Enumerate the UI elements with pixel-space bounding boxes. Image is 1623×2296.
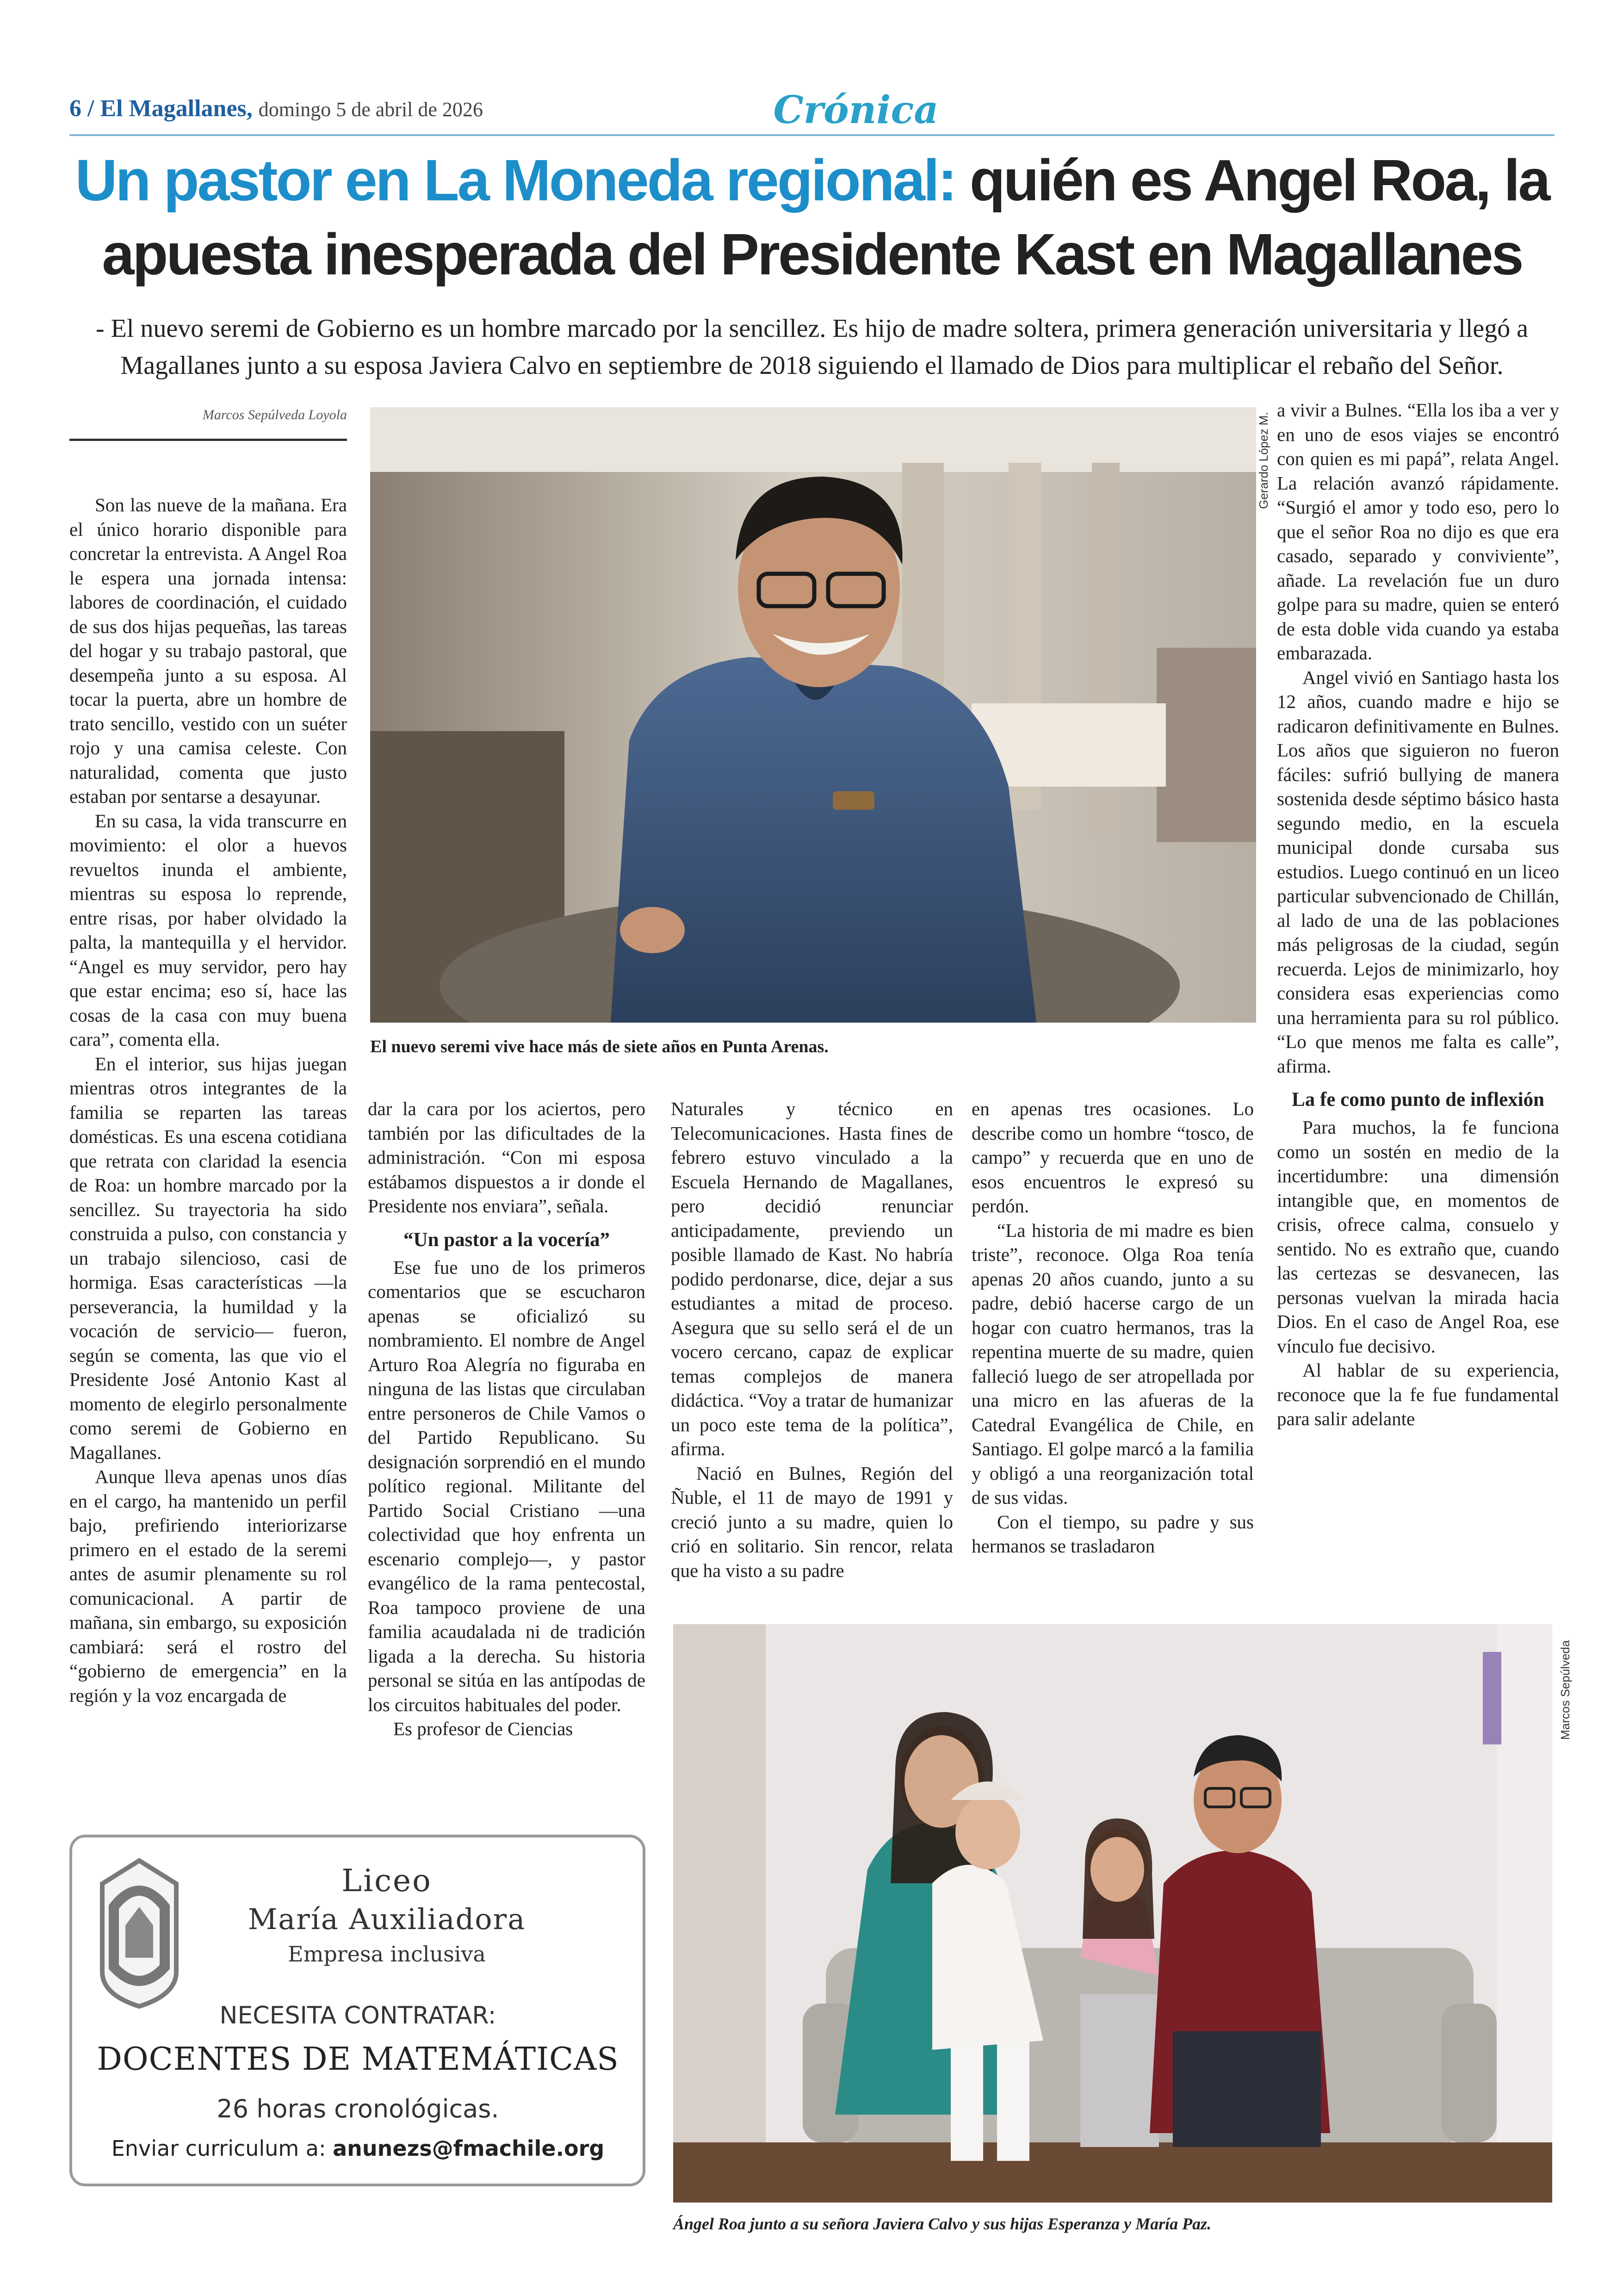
paragraph: en apenas tres ocasiones. Lo describe como un hombre “tosco, de campo” y recuerda que en uno de esos encuentros le expresó su perdón. [972,1098,1254,1216]
photo-credit: Gerardo López M. [1257,412,1270,509]
paragraph: Aunque lleva apenas unos días en el cargo, ha mantenido un perfil bajo, prefiriendo interiorizarse primero en el estado de la seremi antes de asumir plenamente su rol comunicacional. A partir de mañana, sin embargo, su exposición cambiará: será el rostro del “gobierno de emergencia” en la región y la voz encargada de [69,1466,347,1706]
photo-credit-vertical [1254,403,1272,523]
photo-caption: El nuevo seremi vive hace más de siete años en Punta Arenas. [370,1037,829,1056]
headline-main: quién es Angel Roa, la apuesta inesperada del Presidente Kast en Magallanes [102,148,1549,287]
paragraph: a vivir a Bulnes. “Ella los iba a ver y en uno de esos viajes se encontró con quien es mi papá”, relata Angel. La relación avanzó rápidamente. “Surgió el amor y todo eso, pero lo que el señor Roa no dijo es que era casado, separado y conviviente”, añade. La revelación fue un duro golpe para su madre, quien se enteró de esta doble vida cuando ya estaba embarazada. [1277,399,1559,664]
photo-credit: Marcos Sepúlveda [1558,1640,1572,1740]
headline-kicker: Un pastor en La Moneda regional: [75,148,955,213]
paragraph: Nació en Bulnes, Región del Ñuble, el 11 de mayo de 1991 y creció junto a su madre, quien lo crió en solitario. Sin rencor, relata que ha visto a su padre [671,1462,953,1581]
issue-date: domingo 5 de abril de 2026 [258,98,483,121]
paragraph: Ese fue uno de los primeros comentarios que se escucharon apenas se oficializó su nombramiento. El nombre de Angel Arturo Roa Alegría no figuraba en ninguna de las listas que circulaban entre personeros de Chile Vamos o del Partido Republicano. Su designación sorprendió en el mundo político regional. Militante del Partido Social Cristiano —una colectividad que hoy enfrenta un escenario complejo—, y pastor evangélico de la rama pentecostal, Roa tampoco proviene de una familia acaudalada ni de tradición ligada a la derecha. Su historia personal se sitúa en las antípodas de los circuitos habituales del poder. [368,1256,645,1715]
section-name: Crónica [773,88,939,132]
folio-separator: / [87,95,94,122]
masthead [69,88,1555,132]
paragraph: dar la cara por los aciertos, pero también por las dificultades de la administración. “Con mi esposa estábamos dispuestos a ir donde el Presidente nos enviara”, señala. [368,1098,645,1216]
ad-school-name: Liceo [341,1863,432,1899]
paragraph: En el interior, sus hijas juegan mientras otros integrantes de la familia se reparten las tareas domésticas. Es una escena cotidiana que retrata con claridad la esencia de Roa: un hombre marcado por la sencillez. Su trayectoria ha sido construida a pulso, con constancia y un trabajo silencioso, casi de hormiga. Esas características —la perseverancia, la humildad y la vocación de servicio— fueron, según se comenta, las que vio el Presidente José Antonio Kast al momento de elegirlo personalmente como seremi de Gobierno en Magallanes. [69,1053,347,1463]
family-illustration [673,1624,1552,2203]
byline-rule [69,439,347,441]
paragraph: Angel vivió en Santiago hasta los 12 años, cuando madre e hijo se radicaron definitivamente en Bulnes. Los años que siguieron no fueron fáciles: sufrió bullying de manera sostenida desde séptimo básico hasta segundo medio, en la escuela municipal donde cursaba sus estudios. Luego continuó en un liceo particular subvencionado de Chillán, al lado de una de las poblaciones más peligrosas de la ciudad, según recuerda. Lejos de minimizarlo, hoy considera esas experiencias como una herramienta para su rol público. “Lo que menos me falta es calle”, afirma. [1277,666,1559,1077]
photo-credit-vertical [1555,1624,1574,1749]
article-column-3 [671,1097,953,1582]
ad-send-label: Enviar curriculum a: [111,2136,326,2161]
photo-caption: Ángel Roa junto a su señora Javiera Calvo y sus hijas Esperanza y María Paz. [673,2215,1212,2233]
subheading: “Un pastor a la vocería” [403,1229,610,1251]
portrait-illustration [370,407,1256,1023]
deck: - El nuevo seremi de Gobierno es un hombre marcado por la sencillez. Es hijo de madre soltera, primera generación universitaria y llegó a Magallanes junto a su esposa Javiera Calvo en septiembre de 2018 siguiendo el llamado de Dios para multiplicar el rebaño del Señor. [96,314,1528,380]
subheading: La fe como punto de inflexión [1292,1089,1544,1111]
paragraph: Con el tiempo, su padre y sus hermanos se trasladaron [972,1511,1254,1557]
ad-subtitle: Empresa inclusiva [288,1942,486,1967]
photo-angel-roa-portrait [370,407,1256,1023]
ad-hiring-label: NECESITA CONTRATAR: [219,2002,496,2029]
ad-email-link[interactable]: anunezs@fmachile.org [333,2136,605,2161]
paragraph: Para muchos, la fe funciona como un sostén en medio de la incertidumbre: una dimensión intangible que, en momentos de crisis, ofrece calma, consuelo y sentido. No es extraño que, cuando las certezas se desvanecen, las personas vuelvan la mirada hacia Dios. En el caso de Angel Roa, ese vínculo fue decisivo. [1277,1117,1559,1357]
classified-ad [69,1835,645,2186]
page-folio [69,95,483,122]
article-column-4 [972,1097,1254,1558]
school-logo-icon [93,1856,186,2009]
ad-contact [72,2136,644,2161]
header-rule [69,134,1555,136]
photo-family [673,1624,1552,2203]
paragraph: Naturales y técnico en Telecomunicaciones. Hasta fines de febrero estuvo vinculado a la Escuela Hernando de Magallanes, pero decidió renunciar anticipadamente, previendo un posible llamado de Kast. No habría podido perdonarse, dice, dejar a sus estudiantes a mitad de proceso. Asegura que su sello será el de un vocero cercano, capaz de explicar temas complejos de manera didáctica. “Voy a tratar de humanizar un poco este tema de la política”, afirma. [671,1098,953,1459]
ad-position: DOCENTES DE MATEMÁTICAS [97,2041,619,2078]
article-column-5 [1277,398,1559,1431]
paragraph: En su casa, la vida transcurre en movimiento: el olor a huevos revueltos inunda el ambiente, mientras su esposa lo reprende, entre risas, por haber olvidado la palta, la mantequilla y el hervidor. “Angel es muy servidor, pero hay que estar encima; eso sí, hace las cosas de la casa con muy buena cara”, comenta ella. [69,810,347,1050]
paragraph: Es profesor de Ciencias [393,1718,573,1739]
paragraph: Son las nueve de la mañana. Era el único horario disponible para concretar la entrevista. A Angel Roa le espera una jornada intensa: labores de coordinación, el cuidado de sus dos hijas pequeñas, las tareas del hogar y su trabajo pastoral, que desempeña junto a su esposa. Al tocar la puerta, abre un hombre de trato sencillo, vestido con un suéter rojo y una camisa celeste. Con naturalidad, comenta que justo estaban por sentarse a desayunar. [69,494,347,807]
byline: Marcos Sepúlveda Loyola [202,407,347,422]
ad-hours: 26 horas cronológicas. [217,2094,499,2123]
ad-school-name-2: María Auxiliadora [248,1902,526,1936]
page-number: 6 [69,95,81,122]
newspaper-name: El Magallanes, [100,95,253,122]
headline [69,143,1555,292]
article-column-1 [69,493,347,1707]
paragraph: Al hablar de su experiencia, reconoce que la fe fue fundamental para salir adelante [1277,1359,1559,1429]
paragraph: “La historia de mi madre es bien triste”, reconoce. Olga Roa tenía apenas 20 años cuando, junto a su padre, debió hacerse cargo de un hogar con cuatro hermanos, tras la repentina muerte de su madre, quien falleció luego de ser atropellada por una micro en las afueras de la Catedral Evangélica de Chile, en Santiago. El golpe marcó a la familia y obligó a una reorganización total de sus vidas. [972,1219,1254,1508]
article-column-2 [368,1097,645,1741]
